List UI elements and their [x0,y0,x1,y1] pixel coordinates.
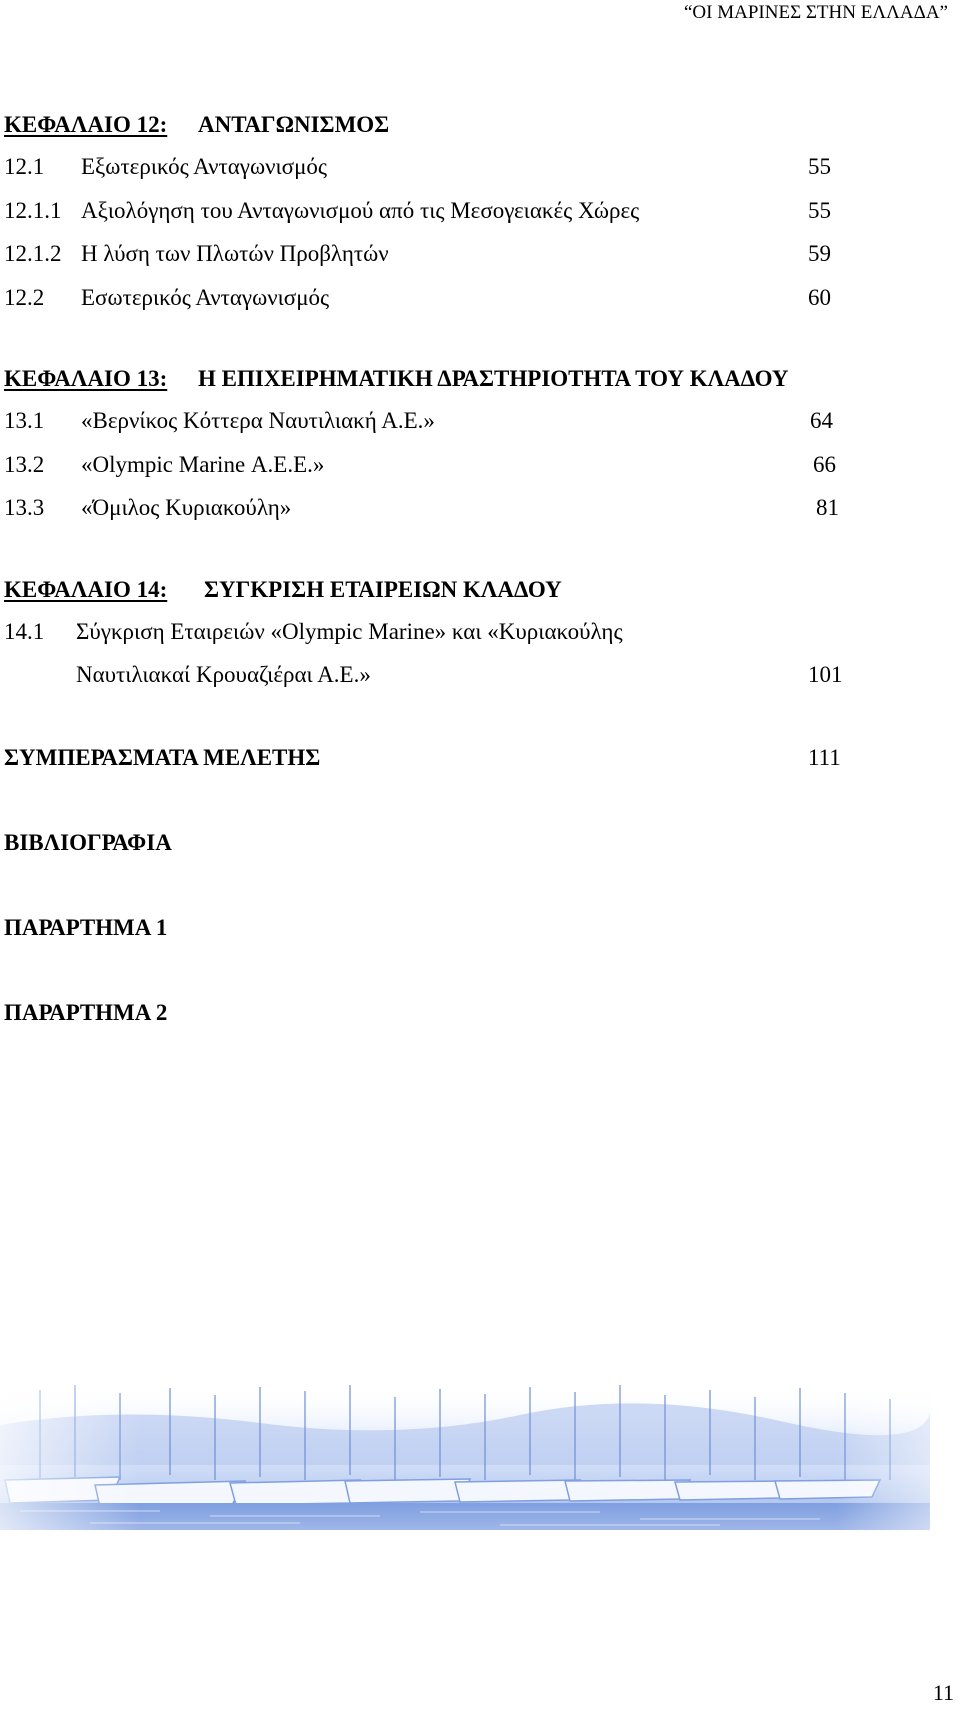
section-title: ΠΑΡΑΡΤΗΜΑ 1 [4,915,168,940]
section-title: ΒΙΒΛΙΟΓΡΑΦΙΑ [4,830,172,855]
entry-number: 12.1 [4,154,45,179]
entry-number: 13.1 [4,408,45,433]
entry-title: Σύγκριση Εταιρειών «Olympic Marine» και «Κυριακούλης [76,619,623,644]
chapter-label: ΚΕΦΑΛΑΙΟ 12: [4,112,168,137]
running-header: “ΟΙ ΜΑΡΙΝΕΣ ΣΤΗΝ ΕΛΛΑΔΑ” [684,2,948,23]
entry-number: 13.2 [4,452,45,477]
entry-number: 12.2 [4,285,45,310]
entry-page: 55 [808,154,831,179]
entry-page: 64 [810,408,833,433]
entry-number: 12.1.2 [4,241,62,266]
entry-title: Εξωτερικός Ανταγωνισμός [81,154,328,179]
entry-page: 101 [808,662,843,687]
marina-photo [0,1385,930,1530]
entry-page: 60 [808,285,831,310]
section-title: ΠΑΡΑΡΤΗΜΑ 2 [4,1000,168,1025]
entry-page: 66 [813,452,836,477]
chapter-label: ΚΕΦΑΛΑΙΟ 13: [4,366,168,391]
entry-page: 59 [808,241,831,266]
entry-number: 13.3 [4,495,45,520]
entry-title: Η λύση των Πλωτών Προβλητών [81,241,389,266]
section-page: 111 [808,745,841,770]
entry-number: 12.1.1 [4,198,62,223]
chapter-title: Η ΕΠΙΧΕΙΡΗΜΑΤΙΚΗ ΔΡΑΣΤΗΡΙΟΤΗΤΑ ΤΟΥ ΚΛΑΔΟΥ [198,366,789,391]
chapter-title: ΣΥΓΚΡΙΣΗ ΕΤΑΙΡΕΙΩΝ ΚΛΑΔΟΥ [204,577,562,602]
entry-title: «Olympic Marine Α.Ε.Ε.» [81,452,325,477]
entry-page: 81 [816,495,839,520]
chapter-title: ΑΝΤΑΓΩΝΙΣΜΟΣ [198,112,390,137]
entry-title: Αξιολόγηση του Ανταγωνισμού από τις Μεσογειακές Χώρες [81,198,640,223]
marina-photo-graphic [0,1385,930,1530]
entry-title: «Όμιλος Κυριακούλη» [81,495,292,520]
entry-title-line2: Ναυτιλιακαί Κρουαζιέραι Α.Ε.» [76,662,371,687]
entry-number: 14.1 [4,619,45,644]
page-number: 11 [932,1680,954,1705]
entry-page: 55 [808,198,831,223]
section-title: ΣΥΜΠΕΡΑΣΜΑΤΑ ΜΕΛΕΤΗΣ [4,745,321,770]
entry-title: «Βερνίκος Κόττερα Ναυτιλιακή Α.Ε.» [81,408,435,433]
entry-title: Εσωτερικός Ανταγωνισμός [81,285,330,310]
chapter-label: ΚΕΦΑΛΑΙΟ 14: [4,577,168,602]
